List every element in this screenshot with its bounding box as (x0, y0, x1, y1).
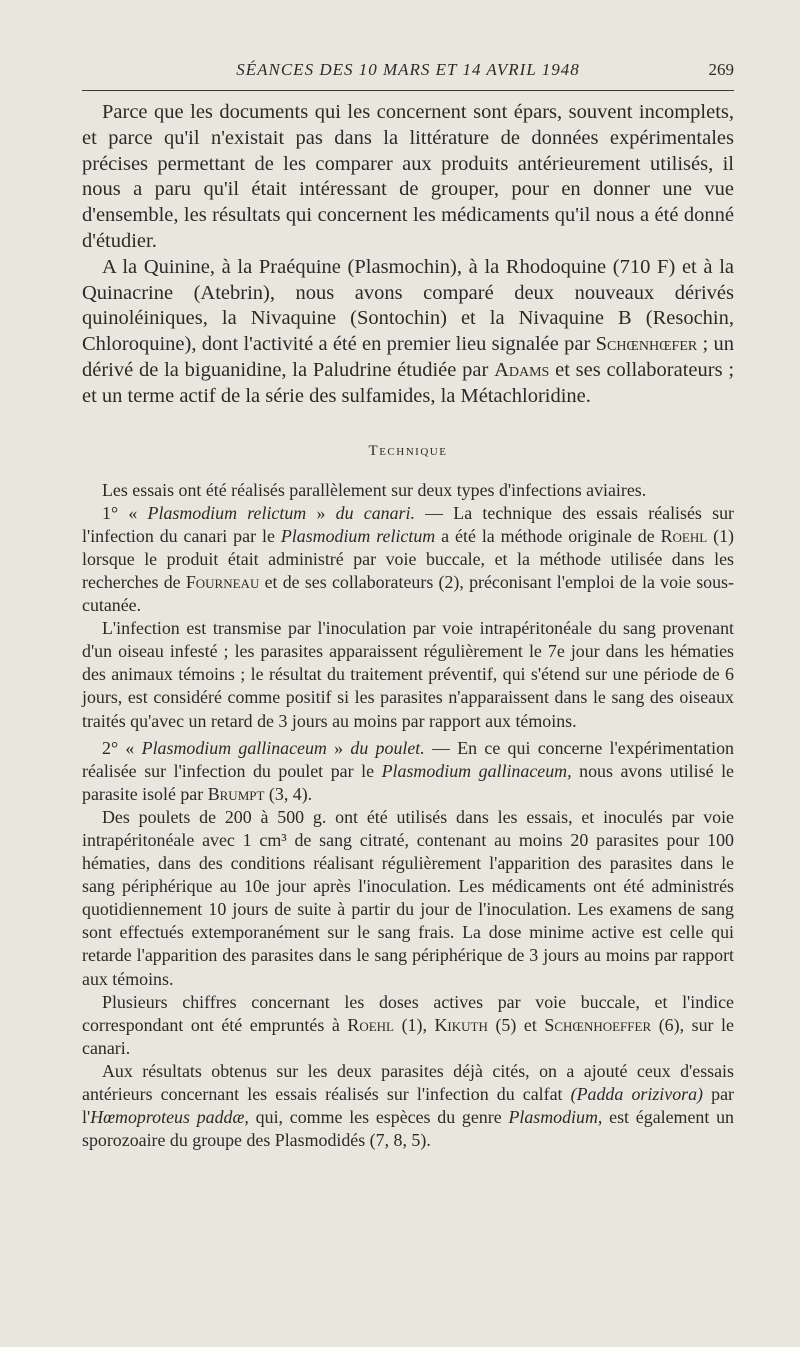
author-name: Roehl (347, 1014, 394, 1035)
text: » (306, 502, 336, 523)
paragraph (82, 502, 734, 617)
paragraph-text: Parce que les documents qui les concernent sont épars, souvent incomplets, et parce qu'il n'existait pas dans la littérature de données expérimentales précises permettant de les comparer aux produits antérieurement utilisés, il nous a paru qu'il était intéressant de grouper, pour en donner une vue d'ensemble, les résultats qui concernent les médicaments qu'il nous a été donné d'étudier. (82, 101, 734, 252)
author-name: Adams (494, 358, 550, 381)
paragraph (82, 100, 734, 255)
species-name: Plasmodium, (508, 1107, 603, 1128)
text: Des poulets de 200 à 500 g. ont été utilisés dans les essais, et inoculés par voie intrapéritonéale avec 1 cm³ de sang citraté, contenant au moins 20 parasites pour 100 hématies, dans des conditions réalisant régulièrement l'apparition des parasites dans le sang périphérique au 10e jour après l'inoculation. Les médicaments ont été administrés quotidiennement 10 jours de suite à partir du jour de l'inoculation. Les examens de sang sont effectués extemporanément sur le sang frais. La dose minime active est celle qui retarde l'apparition des parasites dans le sang périphérique de 3 jours au moins par rapport aux témoins. (82, 806, 734, 989)
text: « (128, 502, 148, 523)
species-name: Plasmodium gallinaceum (141, 737, 327, 758)
author-name: Kikuth (434, 1014, 488, 1035)
text: Plusieurs chiffres concernant les doses actives par voie buccale, et l'indice correspondant ont été empruntés à (82, 991, 734, 1035)
species-name: Hœmoproteus paddæ, (90, 1107, 249, 1128)
author-name: Brumpt (207, 783, 265, 804)
item-number: 2° (102, 737, 119, 758)
text: et ses collaborateurs ; et un terme actif de la série des sulfamides, la Métachloridine. (82, 358, 735, 407)
running-head: SÉANCES DES 10 MARS ET 14 AVRIL 1948 (236, 60, 580, 79)
page-header (82, 60, 734, 86)
author-name: Roehl (660, 525, 708, 546)
paragraph (82, 479, 734, 502)
paragraph (82, 806, 734, 991)
text: (1) lorsque le produit était administré par voie buccale, et la méthode utilisée dans les recherches de (82, 525, 735, 592)
text: (1), (401, 1014, 427, 1035)
text: qui, comme les espèces du genre (255, 1107, 502, 1128)
text: Les essais ont été réalisés parallèlement sur deux types d'infections aviaires. (102, 479, 647, 500)
section-title: Technique (368, 442, 448, 459)
header-rule (82, 90, 734, 91)
body-text (82, 100, 734, 1152)
introduction (82, 100, 734, 410)
text: A la Quinine, à la Praéquine (Plasmochin), à la Rhodoquine (710 F) et à la Quinacrine (Atebrin), nous avons comparé deux nouveaux dérivés quinoléiniques, la Nivaquine (Sontochin) et la Nivaquine B (Resochin, Chloroquine), dont l'activité a été en premier lieu signalée par (82, 255, 734, 356)
author-name: Fourneau (185, 571, 260, 592)
species-name: Plasmodium relictum (280, 525, 436, 546)
text: « (125, 737, 142, 758)
paragraph (82, 991, 734, 1060)
species-name: Plasmodium relictum (147, 502, 307, 523)
text: Aux résultats obtenus sur les deux parasites déjà cités, on a ajouté ceux d'essais antérieurs concernant les essais réalisés sur l'infection du calfat (82, 1060, 734, 1104)
paragraph (82, 617, 734, 732)
text: (5) et (495, 1014, 537, 1035)
author-name: Schœnhœfer (595, 333, 698, 356)
paragraph (82, 255, 734, 410)
text: — La technique des essais réalisés sur l'infection du canari par le (82, 502, 734, 546)
host-name: du canari. (335, 502, 415, 523)
text: (6), sur le canari. (82, 1014, 734, 1058)
text: » (326, 737, 351, 758)
text: L'infection est transmise par l'inoculation par voie intrapéritonéale du sang provenant d'un oiseau infesté ; les parasites apparaissent régulièrement le 7e jour dans les hématies des animaux témoins ; le résultat du traitement préventif, qui s'étend sur une période de 6 jours, est considéré comme positif si les parasites n'apparaissent dans le sang des oiseaux traités qu'avec un retard de 3 jours au moins par rapport aux témoins. (82, 618, 734, 731)
paragraph (82, 1060, 734, 1152)
author-name: Schœnhoeffer (544, 1014, 652, 1035)
technique-section (82, 479, 734, 1153)
text: (3, 4). (268, 783, 313, 804)
item-number: 1° (102, 502, 119, 523)
text: est également un sporozoaire du groupe des Plasmodidés (7, 8, 5). (82, 1107, 734, 1151)
page-number: 269 (708, 60, 734, 79)
text: a été la méthode originale de (441, 525, 655, 546)
text: nous avons utilisé le parasite isolé par (82, 760, 734, 804)
species-name: Plasmodium gallinaceum, (381, 760, 572, 781)
text: par l' (82, 1084, 734, 1128)
host-name: du poulet. (350, 737, 425, 758)
text: — En ce qui concerne l'expérimentation réalisée sur l'infection du poulet par le (82, 737, 734, 781)
paragraph (82, 737, 734, 806)
species-name: (Padda orizivora) (570, 1084, 704, 1104)
text: ; un dérivé de la biguanidine, la Paludrine étudiée par (82, 333, 734, 381)
text: et de ses collaborateurs (2), préconisant l'emploi de la voie sous-cutanée. (82, 571, 734, 616)
